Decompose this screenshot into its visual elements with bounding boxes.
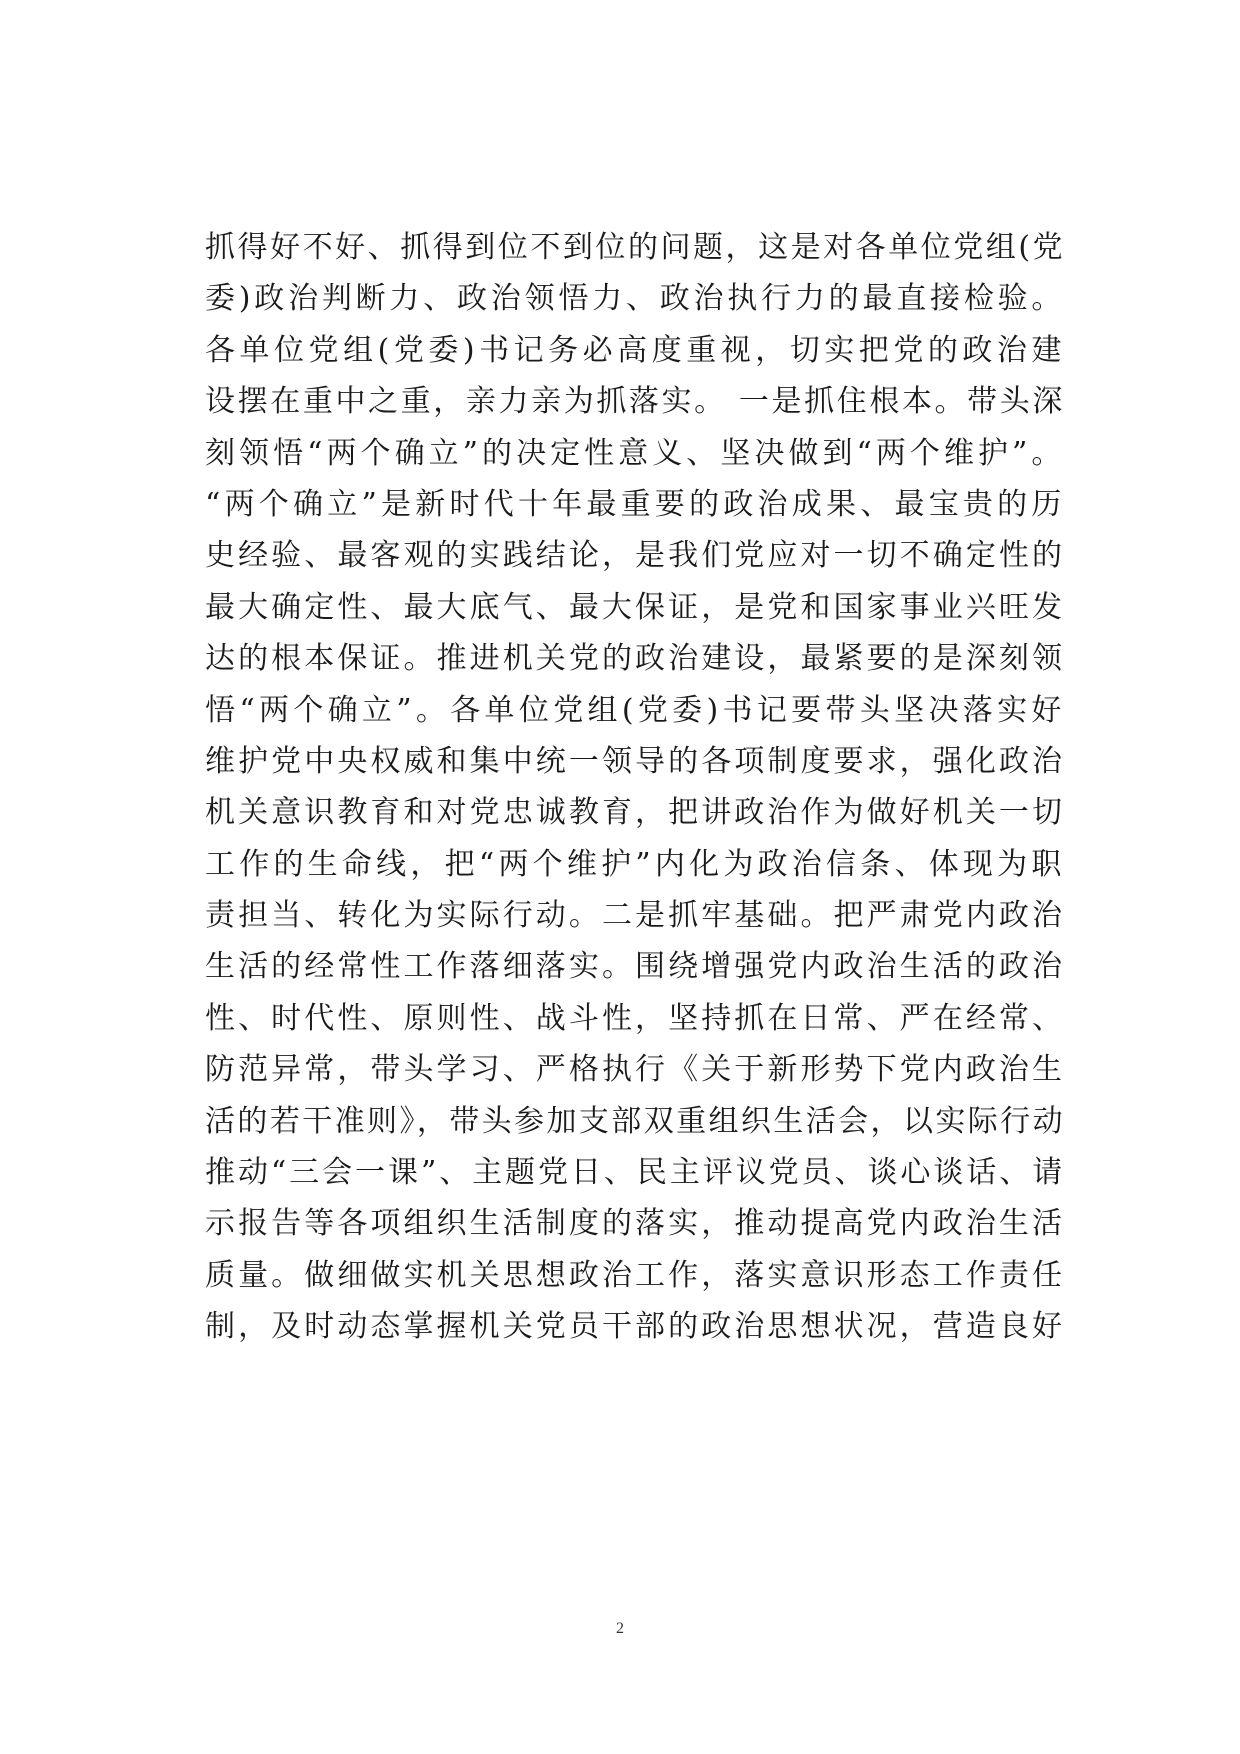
text-line: 推动“三会一课”、主题党日、民主评议党员、谈心谈话、请 <box>205 1155 1065 1191</box>
text-line: 防范异常，带头学习、严格执行《关于新形势下党内政治生 <box>205 1052 1065 1088</box>
text-line: 责担当、转化为实际行动。二是抓牢基础。把严肃党内政治 <box>205 898 1065 934</box>
text-line: 史经验、最客观的实践结论，是我们党应对一切不确定性的 <box>205 538 1065 574</box>
text-line: 示报告等各项组织生活制度的落实，推动提高党内政治生活 <box>205 1206 1065 1242</box>
text-line: 抓得好不好、抓得到位不到位的问题，这是对各单位党组(党 <box>205 230 1065 265</box>
text-line: 委)政治判断力、政治领悟力、政治执行力的最直接检验。 <box>205 281 1065 317</box>
text-line: 最大确定性、最大底气、最大保证，是党和国家事业兴旺发 <box>205 589 1065 625</box>
text-line: 设摆在重中之重，亲力亲为抓落实。 一是抓住根本。带头深 <box>205 384 1065 420</box>
text-line: 生活的经常性工作落细落实。围绕增强党内政治生活的政治 <box>205 949 1065 985</box>
body-text <box>205 222 1065 1353</box>
text-line: “两个确立”是新时代十年最重要的政治成果、最宝贵的历 <box>205 486 1065 522</box>
text-line: 性、时代性、原则性、战斗性，坚持抓在日常、严在经常、 <box>205 1000 1065 1036</box>
text-line: 活的若干准则》，带头参加支部双重组织生活会，以实际行动 <box>205 1103 1065 1139</box>
text-line: 各单位党组(党委)书记务必高度重视，切实把党的政治建 <box>205 332 1065 368</box>
page-number: 2 <box>616 1620 624 1637</box>
text-line: 制，及时动态掌握机关党员干部的政治思想状况，营造良好 <box>205 1309 1065 1345</box>
text-line: 工作的生命线，把“两个维护”内化为政治信条、体现为职 <box>205 846 1065 882</box>
text-line: 达的根本保证。推进机关党的政治建设，最紧要的是深刻领 <box>205 641 1065 677</box>
text-line: 质量。做细做实机关思想政治工作，落实意识形态工作责任 <box>205 1257 1065 1293</box>
text-line: 机关意识教育和对党忠诚教育，把讲政治作为做好机关一切 <box>205 795 1065 831</box>
text-line: 维护党中央权威和集中统一领导的各项制度要求，强化政治 <box>205 743 1065 779</box>
text-line: 悟“两个确立”。各单位党组(党委)书记要带头坚决落实好 <box>205 692 1065 728</box>
text-line: 刻领悟“两个确立”的决定性意义、坚决做到“两个维护”。 <box>205 435 1065 471</box>
